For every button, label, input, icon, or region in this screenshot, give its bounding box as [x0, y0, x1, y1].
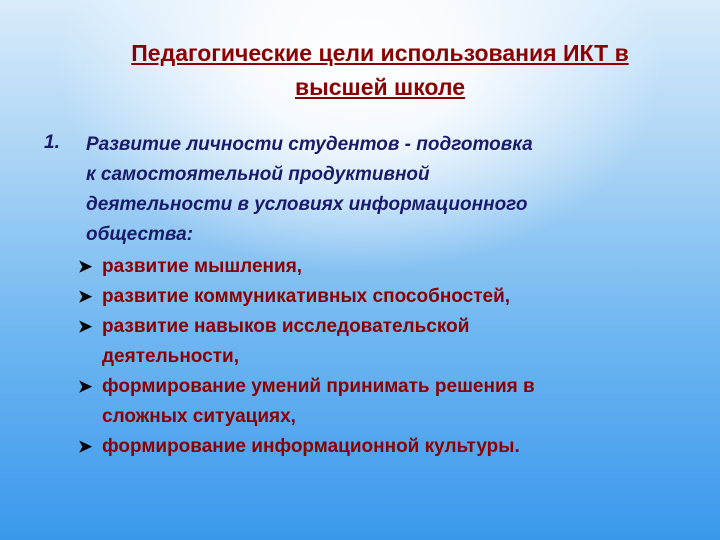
slide-title: [60, 36, 700, 104]
item-line: общества:: [86, 224, 194, 245]
arrow-right-icon: ➤: [78, 317, 93, 336]
bullet-item: [78, 432, 698, 462]
arrow-right-icon: ➤: [78, 437, 93, 456]
title-line-1: Педагогические цели использования ИКТ в: [131, 40, 629, 66]
item-line: Развитие личности студентов - подготовка: [86, 134, 533, 155]
arrow-right-icon: ➤: [78, 257, 93, 276]
bullet-item: [78, 312, 698, 372]
bullet-line: формирование умений принимать решения в: [102, 376, 535, 397]
item-line: деятельности в условиях информационного: [86, 194, 528, 215]
arrow-right-icon: ➤: [78, 287, 93, 306]
bullet-line: сложных ситуациях,: [102, 406, 296, 427]
bullet-item: [78, 372, 698, 432]
bullet-item: [78, 252, 698, 282]
bullet-line: развитие навыков исследовательской: [102, 316, 470, 337]
bullet-line: формирование информационной культуры.: [102, 436, 520, 457]
title-line-2: высшей школе: [294, 74, 466, 100]
list-item-text: [86, 130, 686, 250]
item-line: к самостоятельной продуктивной: [86, 164, 430, 185]
bullet-line: развитие коммуникативных способностей,: [102, 286, 511, 307]
bullet-item: [78, 282, 698, 312]
bullet-line: развитие мышления,: [102, 256, 303, 277]
list-number: 1.: [44, 132, 60, 153]
bullet-list: [78, 252, 698, 462]
arrow-right-icon: ➤: [78, 377, 93, 396]
bullet-line: деятельности,: [102, 346, 239, 367]
